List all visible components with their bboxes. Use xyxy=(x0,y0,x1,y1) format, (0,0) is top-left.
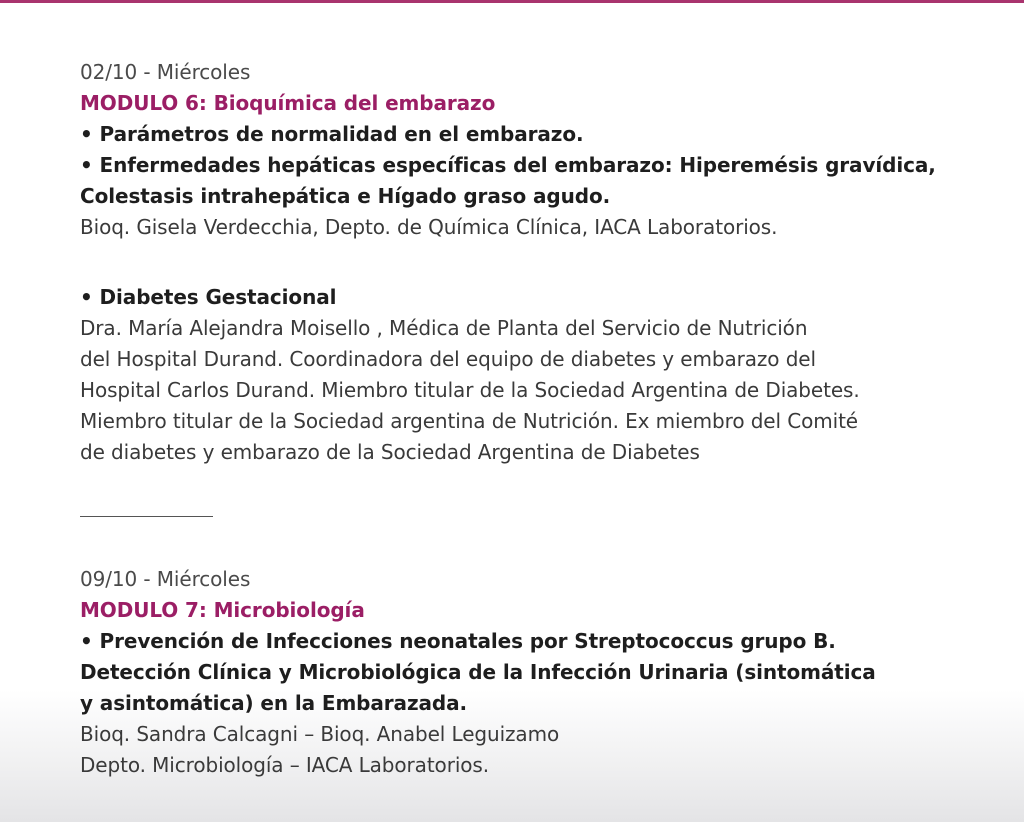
module-6-speaker-2-line: Hospital Carlos Durand. Miembro titular de la Sociedad Argentina de Diabetes. xyxy=(80,378,860,402)
module-6-topic-liver-diseases-line-1: • Enfermedades hepáticas específicas del embarazo: Hiperemésis gravídica, xyxy=(80,153,936,177)
module-6-speaker-2-line: Dra. María Alejandra Moisello , Médica de Planta del Servicio de Nutrición xyxy=(80,316,808,340)
module-7-title: MODULO 7: Microbiología xyxy=(80,598,365,622)
module-7-section xyxy=(80,564,1010,781)
module-6-speaker-2-line: del Hospital Durand. Coordinadora del equipo de diabetes y embarazo del xyxy=(80,347,816,371)
module-7-department: Depto. Microbiología – IACA Laboratorios. xyxy=(80,753,489,777)
module-7-topic-line: Detección Clínica y Microbiológica de la Infección Urinaria (sintomática xyxy=(80,660,876,684)
top-accent-rule xyxy=(0,0,1024,3)
module-7-topic-line: • Prevención de Infecciones neonatales por Streptococcus grupo B. xyxy=(80,629,836,653)
module-6-speaker-2-line: Miembro titular de la Sociedad argentina de Nutrición. Ex miembro del Comité xyxy=(80,409,859,433)
module-7-topic-line: y asintomática) en la Embarazada. xyxy=(80,691,468,715)
module-6-speaker-2-line: de diabetes y embarazo de la Sociedad Argentina de Diabetes xyxy=(80,440,700,464)
module-6-topic-normal-parameters: • Parámetros de normalidad en el embarazo. xyxy=(80,122,584,146)
module-6-diabetes-section xyxy=(80,282,1010,468)
module-6-topic-liver-diseases-line-2: Colestasis intrahepática e Hígado graso agudo. xyxy=(80,184,611,208)
module-6-speaker-1: Bioq. Gisela Verdecchia, Depto. de Química Clínica, IACA Laboratorios. xyxy=(80,215,778,239)
section-divider xyxy=(80,516,213,517)
module-6-date: 02/10 - Miércoles xyxy=(80,60,251,84)
module-6-topic-gestational-diabetes: • Diabetes Gestacional xyxy=(80,285,337,309)
module-7-date: 09/10 - Miércoles xyxy=(80,567,251,591)
module-6-title: MODULO 6: Bioquímica del embarazo xyxy=(80,91,496,115)
module-7-speakers: Bioq. Sandra Calcagni – Bioq. Anabel Leguizamo xyxy=(80,722,560,746)
module-6-section xyxy=(80,57,1010,243)
